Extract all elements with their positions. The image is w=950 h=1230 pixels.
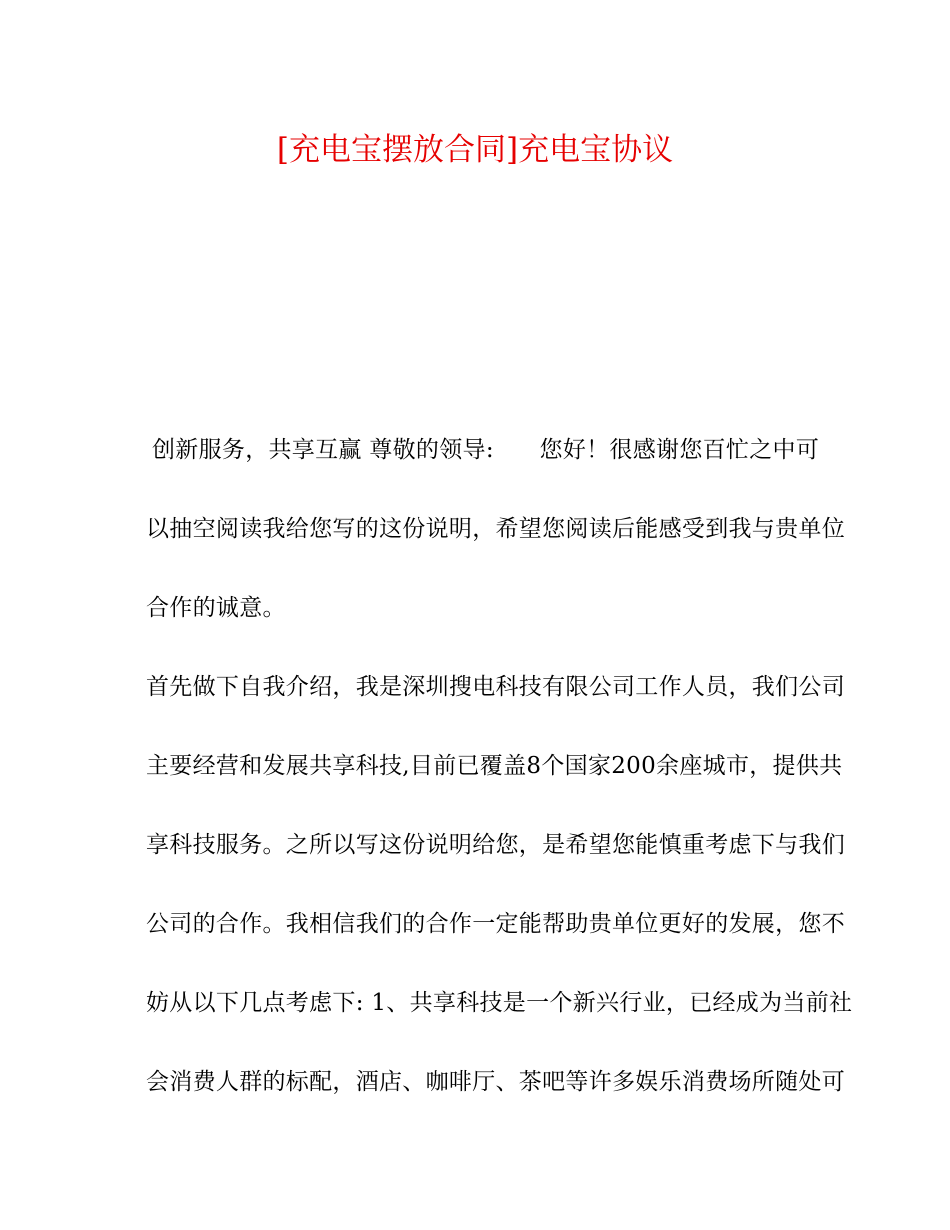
paragraph-line: 妨从以下几点考虑下: 1、共享科技是一个新兴行业，已经成为当前社	[146, 990, 853, 1016]
paragraph-line: 会消费人群的标配，酒店、咖啡厅、茶吧等许多娱乐消费场所随处可	[146, 1069, 845, 1095]
paragraph-line: 首先做下自我介绍，我是深圳搜电科技有限公司工作人员，我们公司	[146, 674, 845, 700]
document-title: [充电宝摆放合同]充电宝协议	[276, 132, 674, 168]
intro-line	[146, 430, 820, 509]
paragraph-line: 享科技服务。之所以写这份说明给您，是希望您能慎重考虑下与我们	[146, 832, 845, 858]
intro-salutation: 尊敬的领导:	[369, 437, 494, 463]
intro-tagline: 创新服务，共享互赢	[152, 437, 362, 463]
intro-greeting: 您好！很感谢您百忙之中可	[539, 437, 820, 463]
paragraph-line: 公司的合作。我相信我们的合作一定能帮助贵单位更好的发展，您不	[146, 911, 845, 937]
paragraph-line: 合作的诚意。	[146, 595, 286, 621]
document-body	[146, 430, 853, 1141]
paragraph-line: 主要经营和发展共享科技,目前已覆盖8个国家200余座城市，提供共	[146, 753, 843, 779]
paragraph-line: 以抽空阅读我给您写的这份说明，希望您阅读后能感受到我与贵单位	[146, 516, 845, 542]
